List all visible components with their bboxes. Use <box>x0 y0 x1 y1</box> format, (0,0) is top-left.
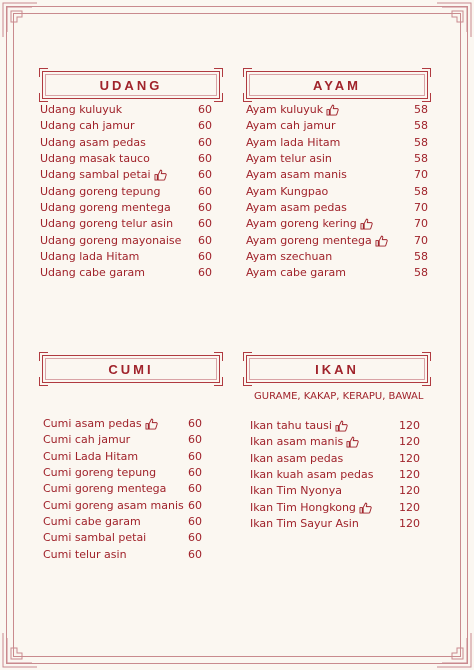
section-title-ikan: IKAN <box>315 361 359 377</box>
menu-item <box>40 135 212 151</box>
corner-ornament <box>436 2 472 38</box>
menu-item-label: Cumi goreng mentega <box>43 482 167 496</box>
thumbs-up-icon <box>375 235 388 247</box>
menu-item-label: Ikan tahu tausi <box>250 419 332 433</box>
menu-item-price: 58 <box>414 119 428 133</box>
menu-item-label: Ayam cah jamur <box>246 119 336 133</box>
menu-item-label: Ayam szechuan <box>246 249 333 263</box>
menu-item <box>43 481 202 497</box>
menu-item-price: 60 <box>198 184 212 198</box>
menu-item-name <box>40 233 181 249</box>
menu-item <box>246 102 428 118</box>
menu-item-price: 60 <box>188 531 202 545</box>
thumbs-up-icon <box>326 104 339 116</box>
menu-item-price: 70 <box>414 168 428 182</box>
thumbs-up-icon <box>154 169 167 181</box>
thumbs-up-icon <box>359 502 372 514</box>
menu-item-price: 120 <box>399 419 420 433</box>
menu-item-name <box>43 432 130 448</box>
menu-item-label: Ayam goreng kering <box>246 217 357 231</box>
menu-item-label: Cumi cah jamur <box>43 433 131 447</box>
menu-item-name <box>250 418 348 434</box>
menu-item-label: Ayam goreng mentega <box>246 233 372 247</box>
menu-item-price: 120 <box>399 468 420 482</box>
thumbs-up-icon <box>346 436 359 448</box>
menu-item <box>250 499 420 515</box>
section-header-cumi <box>42 355 220 383</box>
menu-item-price: 58 <box>414 266 428 280</box>
menu-item-price: 60 <box>188 514 202 528</box>
menu-item-label: Ikan kuah asam pedas <box>250 468 374 482</box>
menu-item <box>246 135 428 151</box>
menu-item <box>246 232 428 248</box>
menu-item-label: Ikan Tim Sayur Asin <box>250 516 359 530</box>
menu-item-label: Udang goreng telur asin <box>40 217 174 231</box>
menu-item-label: Udang asam pedas <box>40 135 146 149</box>
menu-item-label: Udang masak tauco <box>40 152 150 166</box>
menu-list-ayam <box>246 102 428 281</box>
menu-item-name <box>250 451 343 467</box>
menu-item <box>246 167 428 183</box>
menu-item-label: Udang cah jamur <box>40 119 135 133</box>
menu-item-name <box>250 467 373 483</box>
menu-item-price: 120 <box>399 500 420 514</box>
menu-item <box>246 265 428 281</box>
section-header-udang <box>42 71 220 99</box>
menu-item-label: Cumi telur asin <box>43 547 127 561</box>
menu-item-name <box>43 514 141 530</box>
section-title-udang: UDANG <box>99 77 163 93</box>
menu-item <box>40 232 212 248</box>
menu-item-name <box>246 118 336 134</box>
menu-item-name <box>40 135 146 151</box>
menu-item-price: 120 <box>399 484 420 498</box>
menu-item <box>246 183 428 199</box>
menu-item-label: Ayam cabe garam <box>246 266 346 280</box>
section-title-cumi: CUMI <box>108 361 154 377</box>
menu-item-name <box>246 200 347 216</box>
menu-item-label: Cumi goreng asam manis <box>43 498 184 512</box>
menu-item-price: 60 <box>188 466 202 480</box>
menu-item-name <box>40 216 173 232</box>
menu-item-label: Ikan asam pedas <box>250 451 344 465</box>
menu-item-label: Cumi cabe garam <box>43 514 141 528</box>
menu-item-price: 60 <box>198 233 212 247</box>
menu-item-name <box>246 135 340 151</box>
menu-item-price: 58 <box>414 249 428 263</box>
menu-item-name <box>43 481 166 497</box>
menu-item-price: 70 <box>414 200 428 214</box>
menu-item-price: 58 <box>414 103 428 117</box>
menu-item-name <box>43 416 158 432</box>
menu-item-price: 58 <box>414 184 428 198</box>
section-header-ayam <box>246 71 428 99</box>
menu-item-name <box>250 434 359 450</box>
menu-item <box>40 151 212 167</box>
menu-item-label: Ayam lada Hitam <box>246 135 341 149</box>
menu-item-label: Udang kuluyuk <box>40 103 123 117</box>
menu-item-label: Udang goreng mentega <box>40 200 171 214</box>
menu-item-name <box>40 118 135 134</box>
menu-item <box>40 200 212 216</box>
menu-item-price: 120 <box>399 516 420 530</box>
thumbs-up-icon <box>360 218 373 230</box>
menu-item-name <box>246 167 347 183</box>
menu-item-name <box>40 151 150 167</box>
menu-item-price: 70 <box>414 217 428 231</box>
menu-item-name <box>43 449 138 465</box>
menu-item-price: 60 <box>188 449 202 463</box>
corner-ornament <box>2 2 38 38</box>
corner-ornament <box>436 632 472 668</box>
menu-item-label: Ikan Tim Hongkong <box>250 500 356 514</box>
menu-item <box>43 416 202 432</box>
menu-item <box>43 449 202 465</box>
menu-item-name <box>40 249 139 265</box>
menu-item <box>250 483 420 499</box>
menu-item-label: Udang goreng tepung <box>40 184 161 198</box>
menu-item-name <box>246 233 388 249</box>
menu-item-label: Ayam telur asin <box>246 152 332 166</box>
menu-item-name <box>250 483 342 499</box>
menu-item-label: Ayam kuluyuk <box>246 103 324 117</box>
menu-item <box>246 200 428 216</box>
menu-item <box>40 265 212 281</box>
menu-item <box>250 516 420 532</box>
menu-item <box>43 497 202 513</box>
menu-item <box>43 514 202 530</box>
menu-item <box>246 118 428 134</box>
menu-item <box>250 451 420 467</box>
menu-item <box>40 118 212 134</box>
menu-item-name <box>246 249 332 265</box>
menu-item-label: Udang goreng mayonaise <box>40 233 182 247</box>
menu-item <box>246 151 428 167</box>
menu-item-price: 60 <box>188 417 202 431</box>
section-header-ikan <box>246 355 428 383</box>
menu-item <box>43 546 202 562</box>
menu-item-label: Udang cabe garam <box>40 266 145 280</box>
menu-item-price: 60 <box>188 498 202 512</box>
menu-item-price: 60 <box>188 547 202 561</box>
menu-list-udang <box>40 102 212 281</box>
menu-item <box>43 432 202 448</box>
menu-item-name <box>43 498 184 514</box>
menu-item-name <box>246 265 346 281</box>
menu-item-label: Cumi sambal petai <box>43 531 147 545</box>
menu-item <box>250 418 420 434</box>
menu-item-price: 60 <box>198 168 212 182</box>
menu-item-price: 120 <box>399 435 420 449</box>
menu-item-name <box>43 547 127 563</box>
menu-list-cumi <box>43 416 202 563</box>
menu-item-price: 60 <box>188 482 202 496</box>
menu-item-name <box>40 265 145 281</box>
menu-item-name <box>40 184 160 200</box>
menu-item <box>40 183 212 199</box>
menu-item-price: 58 <box>414 135 428 149</box>
menu-item-label: Ikan asam manis <box>250 435 344 449</box>
corner-ornament <box>2 632 38 668</box>
menu-item-price: 60 <box>198 135 212 149</box>
menu-item-name <box>40 200 171 216</box>
thumbs-up-icon <box>335 420 348 432</box>
menu-item-price: 60 <box>198 200 212 214</box>
menu-item-label: Udang sambal petai <box>40 168 151 182</box>
menu-item-price: 60 <box>198 266 212 280</box>
menu-item <box>43 465 202 481</box>
menu-item <box>40 249 212 265</box>
menu-item-price: 58 <box>414 152 428 166</box>
menu-item-price: 60 <box>198 152 212 166</box>
menu-item-name <box>40 167 167 183</box>
menu-item <box>250 467 420 483</box>
menu-item-label: Cumi goreng tepung <box>43 466 157 480</box>
menu-item <box>40 216 212 232</box>
menu-item-name <box>40 102 122 118</box>
menu-item-label: Udang lada Hitam <box>40 249 140 263</box>
menu-item-price: 70 <box>414 233 428 247</box>
menu-item-label: Cumi asam pedas <box>43 417 142 431</box>
menu-item-name <box>43 530 146 546</box>
thumbs-up-icon <box>145 418 158 430</box>
menu-item <box>43 530 202 546</box>
menu-item <box>246 249 428 265</box>
menu-item-label: Ayam asam pedas <box>246 200 347 214</box>
menu-item <box>40 167 212 183</box>
menu-item-label: Cumi Lada Hitam <box>43 449 139 463</box>
section-title-ayam: AYAM <box>313 77 361 93</box>
menu-item-name <box>246 216 373 232</box>
menu-item-price: 60 <box>198 249 212 263</box>
menu-item <box>246 216 428 232</box>
menu-item-label: Ikan Tim Nyonya <box>250 484 342 498</box>
menu-item-price: 60 <box>188 433 202 447</box>
menu-list-ikan <box>250 418 420 532</box>
menu-item <box>40 102 212 118</box>
menu-item-name <box>250 500 372 516</box>
menu-item-name <box>43 465 156 481</box>
menu-item-name <box>250 516 359 532</box>
menu-item-name <box>246 102 339 118</box>
menu-item-price: 60 <box>198 103 212 117</box>
menu-item-label: Ayam Kungpao <box>246 184 329 198</box>
menu-item-price: 120 <box>399 451 420 465</box>
section-subtitle-ikan: GURAME, KAKAP, KERAPU, BAWAL <box>254 391 424 402</box>
menu-item-price: 60 <box>198 119 212 133</box>
menu-item-label: Ayam asam manis <box>246 168 347 182</box>
menu-item-name <box>246 151 332 167</box>
menu-item <box>250 434 420 450</box>
menu-item-price: 60 <box>198 217 212 231</box>
menu-item-name <box>246 184 328 200</box>
